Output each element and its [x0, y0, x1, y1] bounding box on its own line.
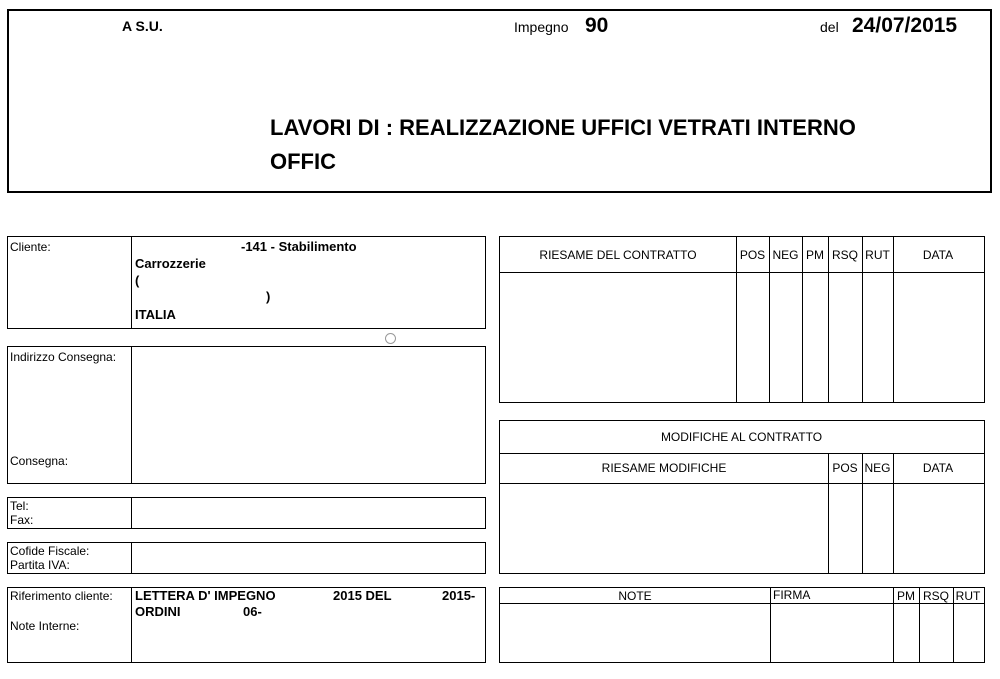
neg-header: NEG	[864, 461, 891, 475]
header-box	[7, 9, 992, 193]
cliente-box	[7, 236, 486, 329]
riesame-contratto-table	[499, 236, 985, 403]
neg-header: NEG	[772, 247, 799, 262]
fax-label: Fax:	[10, 513, 34, 527]
consegna-label: Consegna:	[10, 454, 69, 468]
cliente-line1: -141 - Stabilimento	[241, 239, 357, 254]
cliente-line4: )	[266, 289, 271, 304]
riferimento-line1c: 2015-	[442, 588, 476, 603]
note-table	[499, 587, 985, 663]
rsq-header: RSQ	[831, 247, 858, 262]
cliente-line2: Carrozzerie	[135, 256, 206, 271]
riferimento-line1a: LETTERA D' IMPEGNO	[135, 588, 276, 603]
company-name: A S.U.	[122, 18, 163, 34]
pm-header: PM	[897, 588, 915, 603]
rsq-header: RSQ	[922, 588, 949, 603]
pm-header: PM	[806, 247, 824, 262]
indirizzo-box	[7, 346, 486, 484]
riferimento-label: Riferimento cliente:	[10, 589, 113, 603]
document-date: 24/07/2015	[852, 14, 958, 37]
riesame-modifiche-header: RIESAME MODIFICHE	[601, 461, 727, 475]
cliente-label: Cliente:	[10, 240, 51, 254]
fiscale-box	[7, 542, 486, 574]
impegno-number: 90	[585, 14, 609, 37]
del-label: del	[820, 19, 839, 35]
riferimento-box	[7, 587, 486, 663]
rut-header: RUT	[865, 247, 890, 262]
modifiche-contratto-table	[499, 420, 985, 574]
codice-fiscale-label: Cofide Fiscale:	[10, 544, 90, 558]
rut-header: RUT	[955, 588, 981, 603]
note-interne-label: Note Interne:	[10, 619, 80, 633]
partita-iva-label: Partita IVA:	[10, 558, 70, 572]
modifiche-title: MODIFICHE AL CONTRATTO	[660, 430, 823, 444]
pos-header: POS	[832, 461, 858, 475]
riferimento-line1b: 2015 DEL	[333, 588, 392, 603]
lavori-title-line1: LAVORI DI : REALIZZAZIONE UFFICI VETRATI INTERNO	[270, 115, 856, 140]
impegno-label: Impegno	[514, 19, 569, 35]
lavori-title-line2: OFFIC	[270, 149, 336, 174]
circle-marker-icon	[385, 333, 396, 344]
data-header: DATA	[922, 461, 954, 475]
riesame-contratto-header: RIESAME DEL CONTRATTO	[539, 247, 697, 262]
riferimento-line2a: ORDINI	[135, 604, 181, 619]
firma-header: FIRMA	[773, 588, 811, 602]
cliente-line3: (	[135, 273, 140, 288]
contatti-box	[7, 497, 486, 529]
cliente-line5: ITALIA	[135, 307, 176, 322]
note-header: NOTE	[618, 588, 652, 603]
riferimento-line2b: 06-	[243, 604, 262, 619]
pos-header: POS	[739, 247, 766, 262]
indirizzo-label: Indirizzo Consegna:	[10, 350, 117, 364]
data-header: DATA	[922, 247, 954, 262]
tel-label: Tel:	[10, 499, 29, 513]
